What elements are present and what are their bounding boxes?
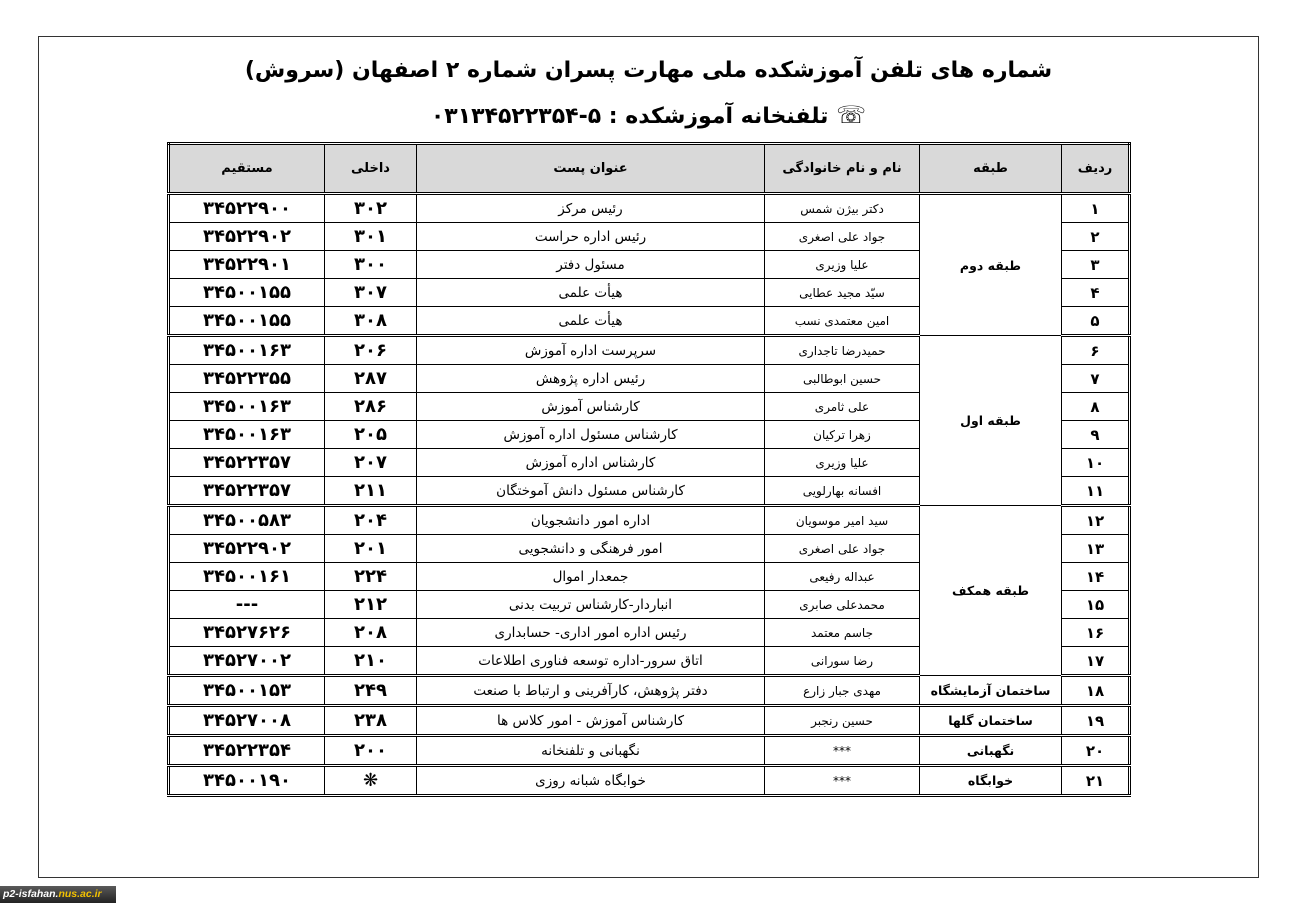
position-cell: رئیس اداره حراست bbox=[417, 223, 765, 251]
direct-number-cell: ۳۴۵۲۲۹۰۰ bbox=[169, 194, 325, 223]
direct-number-cell: ۳۴۵۲۲۳۵۷ bbox=[169, 477, 325, 506]
direct-number-cell: ۳۴۵۲۷۰۰۲ bbox=[169, 647, 325, 676]
name-cell: عبداله رفیعی bbox=[765, 563, 920, 591]
table-row bbox=[169, 336, 1130, 365]
position-cell: مسئول دفتر bbox=[417, 251, 765, 279]
position-cell: امور فرهنگی و دانشجویی bbox=[417, 535, 765, 563]
row-number-cell: ۱۹ bbox=[1062, 706, 1130, 736]
name-cell: علیا وزیری bbox=[765, 449, 920, 477]
name-cell: زهرا ترکیان bbox=[765, 421, 920, 449]
floor-cell: خوابگاه bbox=[920, 766, 1062, 796]
header-extension: داخلی bbox=[325, 144, 417, 194]
position-cell: اتاق سرور-اداره توسعه فناوری اطلاعات bbox=[417, 647, 765, 676]
direct-number-cell: ۳۴۵۰۰۱۵۵ bbox=[169, 307, 325, 336]
table-row bbox=[169, 706, 1130, 736]
switchboard-line bbox=[38, 98, 1259, 134]
name-cell: دکتر بیژن شمس bbox=[765, 194, 920, 223]
position-cell: کارشناس آموزش - امور کلاس ها bbox=[417, 706, 765, 736]
direct-number-cell: ۳۴۵۲۲۹۰۲ bbox=[169, 223, 325, 251]
name-cell: حمیدرضا تاجداری bbox=[765, 336, 920, 365]
extension-cell: ۳۰۸ bbox=[325, 307, 417, 336]
position-cell: سرپرست اداره آموزش bbox=[417, 336, 765, 365]
direct-number-cell: ۳۴۵۲۷۶۲۶ bbox=[169, 619, 325, 647]
position-cell: کارشناس مسئول اداره آموزش bbox=[417, 421, 765, 449]
extension-cell: ۲۰۰ bbox=[325, 736, 417, 766]
direct-number-cell: ۳۴۵۲۲۹۰۲ bbox=[169, 535, 325, 563]
direct-number-cell: ۳۴۵۰۰۱۶۳ bbox=[169, 421, 325, 449]
name-cell: مهدی جبار زارع bbox=[765, 676, 920, 706]
position-cell: خوابگاه شبانه روزی bbox=[417, 766, 765, 796]
position-cell: اداره امور دانشجویان bbox=[417, 506, 765, 535]
extension-cell: ۲۲۴ bbox=[325, 563, 417, 591]
floor-cell: طبقه اول bbox=[920, 336, 1062, 506]
row-number-cell: ۱۲ bbox=[1062, 506, 1130, 535]
floor-cell: طبقه همکف bbox=[920, 506, 1062, 676]
row-number-cell: ۲ bbox=[1062, 223, 1130, 251]
header-row-number: ردیف bbox=[1062, 144, 1130, 194]
direct-number-cell: ۳۴۵۲۲۳۵۴ bbox=[169, 736, 325, 766]
header-position: عنوان پست bbox=[417, 144, 765, 194]
direct-number-cell: ۳۴۵۰۰۵۸۳ bbox=[169, 506, 325, 535]
row-number-cell: ۴ bbox=[1062, 279, 1130, 307]
position-cell: انباردار-کارشناس تربیت بدنی bbox=[417, 591, 765, 619]
header-floor: طبقه bbox=[920, 144, 1062, 194]
name-cell: علیا وزیری bbox=[765, 251, 920, 279]
row-number-cell: ۳ bbox=[1062, 251, 1130, 279]
position-cell: رئیس مرکز bbox=[417, 194, 765, 223]
name-cell: *** bbox=[765, 766, 920, 796]
extension-cell: ۲۱۰ bbox=[325, 647, 417, 676]
name-cell: جاسم معتمد bbox=[765, 619, 920, 647]
table-body bbox=[169, 194, 1130, 796]
extension-cell: ۲۸۷ bbox=[325, 365, 417, 393]
table-row bbox=[169, 506, 1130, 535]
name-cell: جواد علی اصغری bbox=[765, 535, 920, 563]
row-number-cell: ۷ bbox=[1062, 365, 1130, 393]
switchboard-number: ۰۳۱۳۴۵۲۲۳۵۴-۵ bbox=[430, 104, 602, 129]
direct-number-cell: ۳۴۵۰۰۱۹۰ bbox=[169, 766, 325, 796]
switchboard-label: تلفنخانه آموزشکده : bbox=[608, 104, 829, 129]
direct-number-cell: ۳۴۵۲۲۹۰۱ bbox=[169, 251, 325, 279]
position-cell: کارشناس مسئول دانش آموختگان bbox=[417, 477, 765, 506]
phone-directory-table bbox=[167, 142, 1131, 797]
table-row bbox=[169, 194, 1130, 223]
name-cell: سید امیر موسویان bbox=[765, 506, 920, 535]
extension-cell: ۲۰۸ bbox=[325, 619, 417, 647]
name-cell: *** bbox=[765, 736, 920, 766]
extension-cell: ❋ bbox=[325, 766, 417, 796]
floor-cell: نگهبانی bbox=[920, 736, 1062, 766]
extension-cell: ۲۰۱ bbox=[325, 535, 417, 563]
position-cell: کارشناس اداره آموزش bbox=[417, 449, 765, 477]
row-number-cell: ۲۱ bbox=[1062, 766, 1130, 796]
table-row bbox=[169, 766, 1130, 796]
name-cell: سیّد مجید عطایی bbox=[765, 279, 920, 307]
position-cell: هیأت علمی bbox=[417, 307, 765, 336]
row-number-cell: ۱۴ bbox=[1062, 563, 1130, 591]
name-cell: افسانه بهارلویی bbox=[765, 477, 920, 506]
extension-cell: ۳۰۱ bbox=[325, 223, 417, 251]
extension-cell: ۲۰۴ bbox=[325, 506, 417, 535]
name-cell: حسین رنجبر bbox=[765, 706, 920, 736]
position-cell: رئیس اداره امور اداری- حسابداری bbox=[417, 619, 765, 647]
table-row bbox=[169, 676, 1130, 706]
direct-number-cell: ۳۴۵۲۲۳۵۷ bbox=[169, 449, 325, 477]
extension-cell: ۲۰۶ bbox=[325, 336, 417, 365]
floor-cell: ساختمان گلها bbox=[920, 706, 1062, 736]
extension-cell: ۲۰۷ bbox=[325, 449, 417, 477]
row-number-cell: ۱۷ bbox=[1062, 647, 1130, 676]
extension-cell: ۲۰۵ bbox=[325, 421, 417, 449]
extension-cell: ۳۰۷ bbox=[325, 279, 417, 307]
extension-cell: ۲۱۲ bbox=[325, 591, 417, 619]
floor-cell: طبقه دوم bbox=[920, 194, 1062, 336]
name-cell: محمدعلی صابری bbox=[765, 591, 920, 619]
row-number-cell: ۱۰ bbox=[1062, 449, 1130, 477]
row-number-cell: ۱۸ bbox=[1062, 676, 1130, 706]
row-number-cell: ۱۱ bbox=[1062, 477, 1130, 506]
position-cell: کارشناس آموزش bbox=[417, 393, 765, 421]
row-number-cell: ۶ bbox=[1062, 336, 1130, 365]
row-number-cell: ۸ bbox=[1062, 393, 1130, 421]
row-number-cell: ۹ bbox=[1062, 421, 1130, 449]
position-cell: جمعدار اموال bbox=[417, 563, 765, 591]
direct-number-cell: ۳۴۵۰۰۱۵۵ bbox=[169, 279, 325, 307]
direct-number-cell: --- bbox=[169, 591, 325, 619]
extension-cell: ۳۰۲ bbox=[325, 194, 417, 223]
row-number-cell: ۲۰ bbox=[1062, 736, 1130, 766]
header-direct: مستقیم bbox=[169, 144, 325, 194]
phone-icon bbox=[836, 104, 866, 129]
position-cell: نگهبانی و تلفنخانه bbox=[417, 736, 765, 766]
row-number-cell: ۱۳ bbox=[1062, 535, 1130, 563]
name-cell: جواد علی اصغری bbox=[765, 223, 920, 251]
direct-number-cell: ۳۴۵۲۲۳۵۵ bbox=[169, 365, 325, 393]
extension-cell: ۳۰۰ bbox=[325, 251, 417, 279]
direct-number-cell: ۳۴۵۲۷۰۰۸ bbox=[169, 706, 325, 736]
position-cell: دفتر پژوهش، کارآفرینی و ارتباط با صنعت bbox=[417, 676, 765, 706]
site-domain: nus.ac.ir bbox=[58, 888, 102, 900]
page-title: شماره های تلفن آموزشکده ملی مهارت پسران شماره ۲ اصفهان (سروش) bbox=[244, 58, 1053, 83]
name-cell: حسین ابوطالبی bbox=[765, 365, 920, 393]
position-cell: رئیس اداره پژوهش bbox=[417, 365, 765, 393]
direct-number-cell: ۳۴۵۰۰۱۵۳ bbox=[169, 676, 325, 706]
table-header-row bbox=[169, 144, 1130, 194]
direct-number-cell: ۳۴۵۰۰۱۶۳ bbox=[169, 336, 325, 365]
extension-cell: ۲۳۸ bbox=[325, 706, 417, 736]
row-number-cell: ۱۵ bbox=[1062, 591, 1130, 619]
extension-cell: ۲۴۹ bbox=[325, 676, 417, 706]
row-number-cell: ۱۶ bbox=[1062, 619, 1130, 647]
extension-cell: ۲۱۱ bbox=[325, 477, 417, 506]
direct-number-cell: ۳۴۵۰۰۱۶۳ bbox=[169, 393, 325, 421]
direct-number-cell: ۳۴۵۰۰۱۶۱ bbox=[169, 563, 325, 591]
row-number-cell: ۱ bbox=[1062, 194, 1130, 223]
name-cell: علی ثامری bbox=[765, 393, 920, 421]
site-host: p2-isfahan. bbox=[3, 888, 59, 900]
header-name: نام و نام خانوادگی bbox=[765, 144, 920, 194]
name-cell: رضا سورانی bbox=[765, 647, 920, 676]
floor-cell: ساختمان آزمایشگاه bbox=[920, 676, 1062, 706]
row-number-cell: ۵ bbox=[1062, 307, 1130, 336]
site-watermark bbox=[0, 886, 116, 903]
position-cell: هیأت علمی bbox=[417, 279, 765, 307]
extension-cell: ۲۸۶ bbox=[325, 393, 417, 421]
name-cell: امین معتمدی نسب bbox=[765, 307, 920, 336]
table-row bbox=[169, 736, 1130, 766]
